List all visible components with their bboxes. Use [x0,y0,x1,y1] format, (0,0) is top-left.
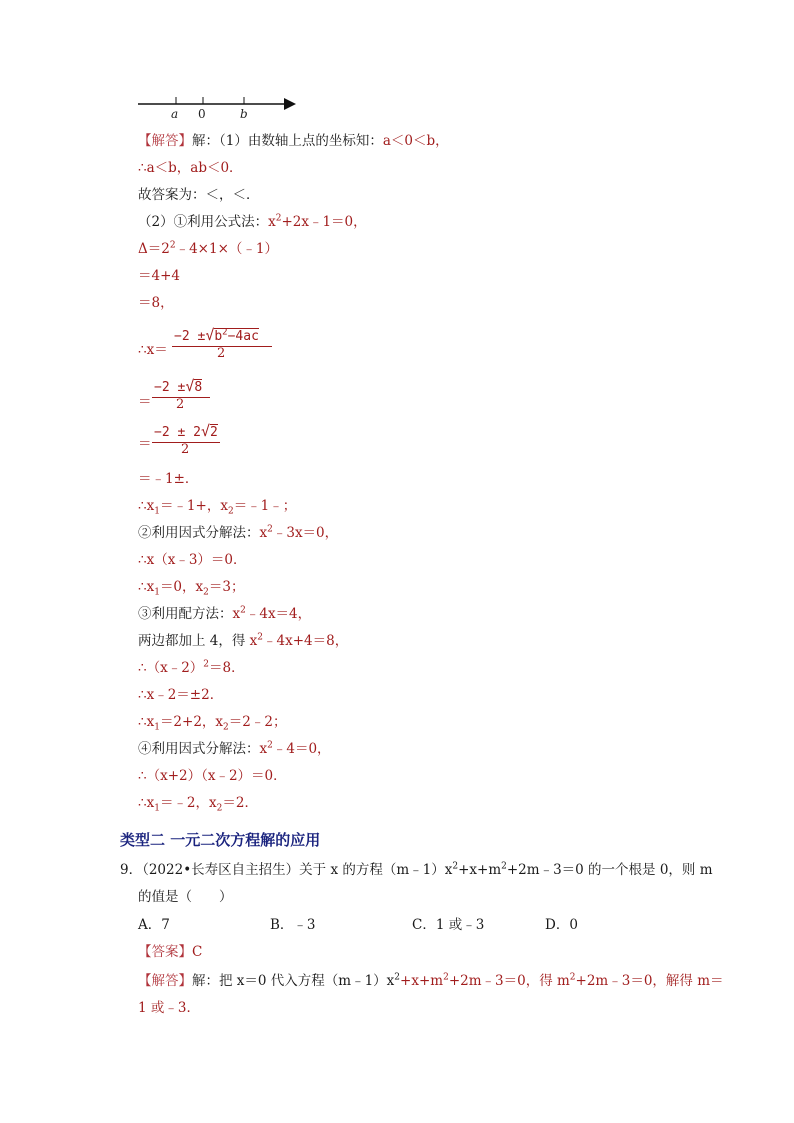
question-9-answer: 【答案】C [138,944,203,960]
question-9-stem-line-2: 的值是（ ） [138,889,233,905]
fraction-3-prefix: ＝ [138,436,152,452]
solution-line-1: 【解答】解：（1）由数轴上点的坐标知：a＜0＜b， [138,133,449,149]
section-heading: 类型二 一元二次方程解的应用 [120,831,321,849]
factorization-method-2: ④利用因式分解法：$x^2﹣4=0$， [138,740,331,757]
question-9-stem: 9．（2022•长寿区自主招生）关于 x 的方程$(m﹣1)x^2+x+m^2+2m﹣3=0$ 的一个根是 0，则 m [120,861,713,878]
factored-line-1: ∴x（x﹣3）＝0． [138,552,247,568]
factored-line-2: ∴（x+2）（x﹣2）＝0． [138,768,287,784]
number-line-label-b: b [240,107,248,121]
question-9-solution-line-2: 1 或﹣3． [138,1000,200,1016]
roots-line-2: $\therefore x_1=0$，$x_2=3$； [138,579,245,598]
discriminant-step-1: ＝4+4 [138,268,180,284]
number-line-label-zero: 0 [198,107,206,121]
option-c: C．1 或﹣3 [412,917,485,933]
factorization-method-1: ②利用因式分解法：$x^2﹣3x=0$， [138,524,339,541]
roots-line-1: $\therefore x_1=﹣1+$，$x_2=﹣1﹣$； [138,498,297,517]
discriminant-line: $\Delta=2^2﹣4\times 1\times(﹣1)$ [138,240,278,257]
option-d: D．0 [545,917,578,933]
option-b: B．﹣3 [270,917,316,933]
solution-line-2: ∴a＜b，ab＜0． [138,160,243,176]
option-a: A．7 [138,917,170,933]
number-line-label-a: a [171,107,179,121]
discriminant-step-2: ＝8， [138,295,174,311]
completing-square-method: ③利用配方法：$x^2﹣4x=4$， [138,605,312,622]
square-form-line: ∴（x﹣2）$^2$＝8． [138,659,245,676]
question-9-options [138,916,598,934]
part2-formula-method: （2）①利用公式法：$x^2+2x﹣1=0$， [138,213,367,230]
fraction-2-prefix: ＝ [138,394,152,410]
number-line-figure [136,92,306,124]
fraction-1-prefix: ∴x＝ [138,342,168,358]
roots-line-3: $\therefore x_1=2+2$，$x_2=2﹣2$； [138,714,287,733]
answer-line: 故答案为：＜，＜． [138,187,260,203]
result-line: ＝﹣1±． [138,471,199,487]
sqrt-step-line: ∴x﹣2＝±2． [138,687,224,703]
document-page: a 0 b 【解答】解：（1）由数轴上点的坐标知：a＜0＜b， ∴a＜b，ab＜0． 故答案为：＜，＜． （2）①利用公式法：$x^2+2x﹣1=0$， $\Delta=2^2﹣4\times 1\times(﹣1)$ ＝4+4 ＝8， ∴x＝ $-2 \pm√b^2-4ac$ 2 ＝ −2 ±√8 2 ＝ −2 ± 2√2 2 ＝﹣1±． $\therefore x_1=﹣1+$，$x_2=﹣1﹣$； ②利用因式分解法：$x^2﹣3x=0$， ∴x（x﹣3）＝0． $\therefore x_1=0$，$x_2=3$； ③利用配方法：$x^2﹣4x=4$， 两边都加上 4，得 $x^2﹣4x+4=8$， ∴（x﹣2）$^2$＝8． ∴x﹣2＝±2． $\therefore x_1=2+2$，$x_2=2﹣2$； ④利用因式分解法：$x^2﹣4=0$， ∴（x+2）（x﹣2）＝0． $\therefore x_1=﹣2$，$x_2=2$． 类型二 一元二次方程解的应用 9．（2022•长寿区自主招生）关于 x 的方程$(m﹣1)x^2+x+m^2+2m﹣3=0$ 的一个根是 0，则 m 的值是（ ） A．7 B．﹣3 C．1 或﹣3 D．0 【答案】C 【解答】解：把 x＝0 代入方程$(m﹣1)x^2+x+m^2+2m﹣3=0$，得 $m^2+2m﹣3=0$，解得 m＝ 1 或﹣3． [0,0,794,1123]
answer-tag: 【解答】 [138,133,192,149]
add-both-sides-line: 两边都加上 4，得 $x^2﹣4x+4=8$， [138,632,349,649]
roots-line-4: $\therefore x_1=﹣2$，$x_2=2$． [138,795,258,814]
question-9-solution: 【解答】解：把 x＝0 代入方程$(m﹣1)x^2+x+m^2+2m﹣3=0$，得 $m^2+2m﹣3=0$，解得 m＝ [138,972,724,989]
